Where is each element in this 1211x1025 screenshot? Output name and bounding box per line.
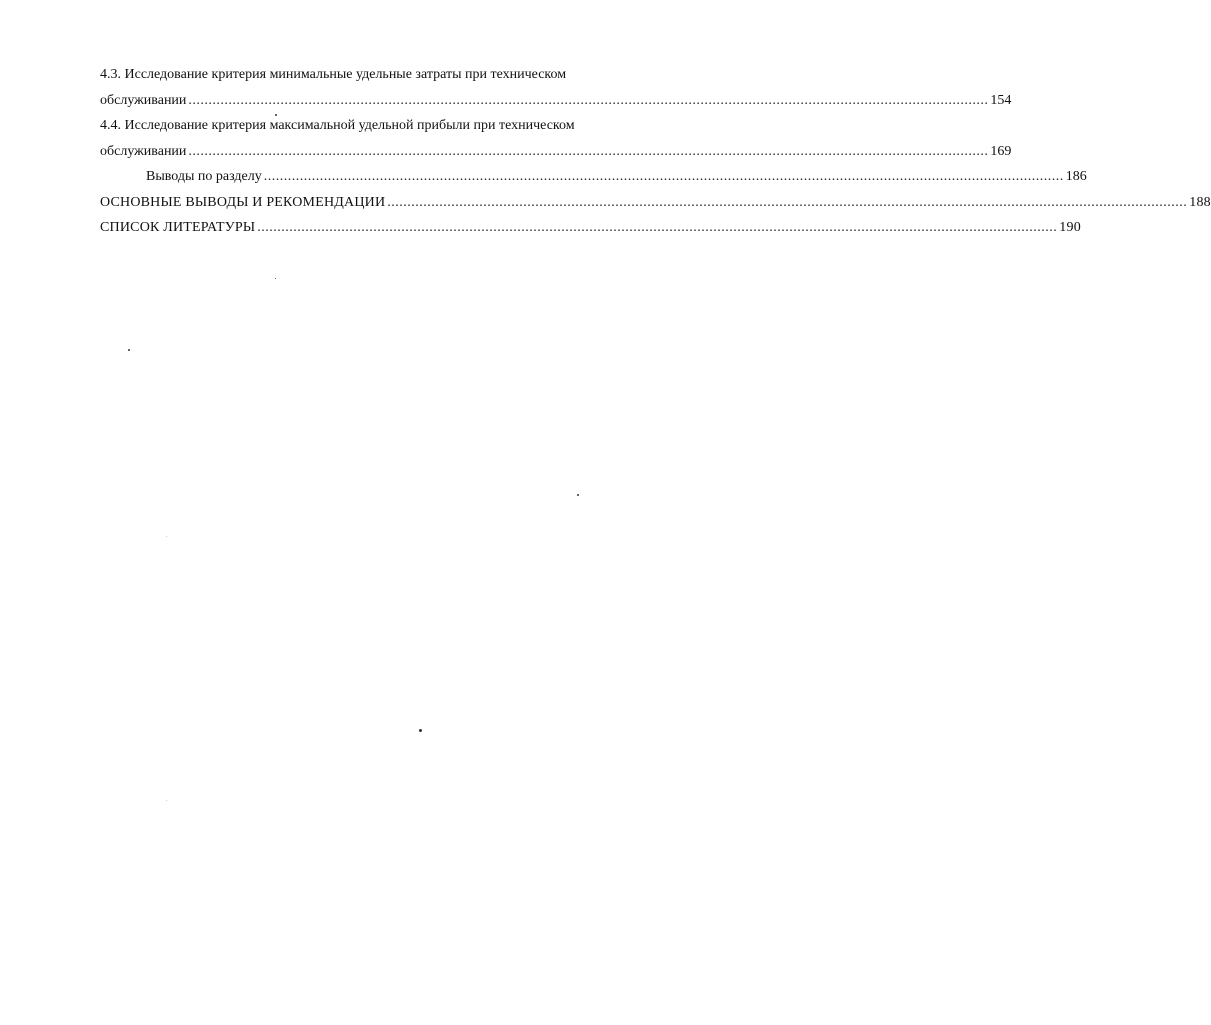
toc-entry-line	[146, 164, 1087, 190]
toc-entry-line	[100, 215, 1081, 241]
toc-entry-4-4[interactable]	[100, 113, 1012, 164]
scan-speck	[577, 494, 579, 496]
scan-speck	[275, 114, 277, 116]
toc-entry-main-conclusions[interactable]	[100, 190, 1211, 216]
toc-entry-title: 4.3. Исследование критерия минимальные удельные затраты при техническом	[100, 67, 567, 82]
scan-speck	[419, 729, 422, 732]
scan-speck	[166, 800, 167, 801]
toc-entry-title-continuation: обслуживании	[100, 92, 187, 108]
toc-entry-title: СПИСОК ЛИТЕРАТУРЫ	[100, 220, 256, 235]
table-of-contents	[100, 62, 1211, 241]
toc-entry-line	[100, 139, 1012, 165]
toc-entry-title-continuation: обслуживании	[100, 143, 187, 159]
toc-entry-line	[100, 190, 1211, 216]
toc-entry-line	[100, 88, 1012, 114]
dot-leader: ........................................................................................................................................................................................................	[188, 143, 989, 159]
scan-speck	[275, 278, 276, 279]
toc-entry-title: Выводы по разделу	[146, 169, 262, 184]
dot-leader: ........................................................................................................................................................................................................	[387, 194, 1188, 210]
toc-page-number: 188	[1189, 194, 1211, 210]
toc-page-number: 190	[1059, 220, 1081, 235]
dot-leader: ........................................................................................................................................................................................................	[188, 92, 989, 108]
toc-entry-title: 4.4. Исследование критерия максимальной удельной прибыли при техническом	[100, 118, 575, 133]
toc-entry-bibliography[interactable]	[100, 215, 1081, 241]
toc-entry-section-conclusions[interactable]	[100, 164, 1087, 190]
toc-page-number: 186	[1065, 169, 1087, 184]
toc-page-number: 169	[990, 143, 1012, 159]
scan-speck	[166, 536, 167, 537]
toc-entry-title: ОСНОВНЫЕ ВЫВОДЫ И РЕКОМЕНДАЦИИ	[100, 194, 386, 210]
dot-leader: ........................................................................................................................................................................................................	[263, 169, 1064, 184]
toc-page-number: 154	[990, 92, 1012, 108]
scan-speck	[128, 349, 130, 351]
toc-entry-4-3[interactable]	[100, 62, 1012, 113]
dot-leader: ........................................................................................................................................................................................................	[257, 220, 1058, 235]
